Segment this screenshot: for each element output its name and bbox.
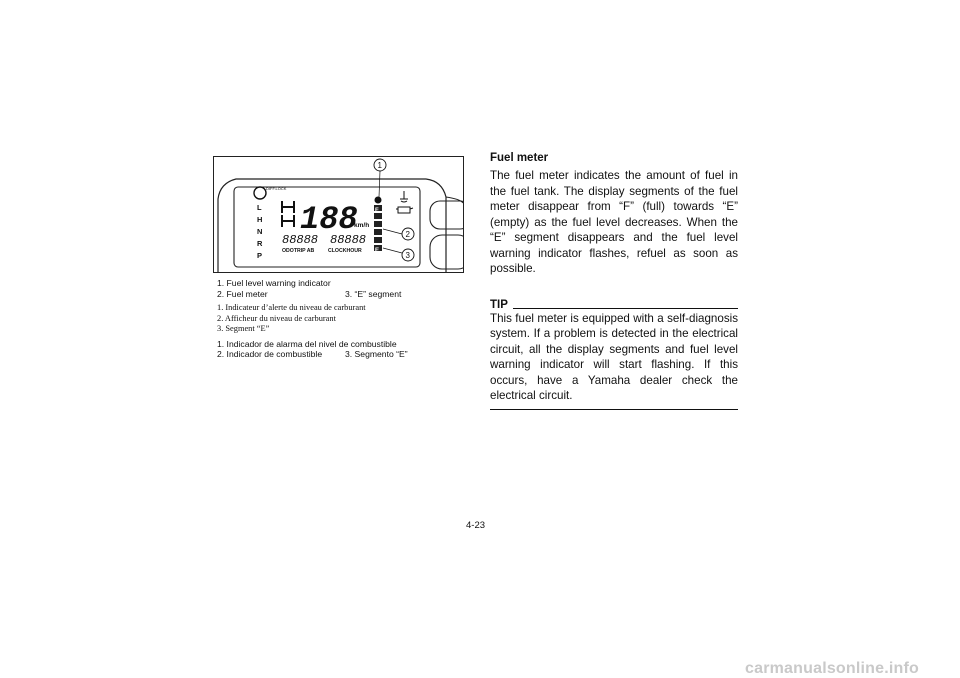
fuel-full-mark: F xyxy=(375,208,379,214)
meter-illustration xyxy=(213,156,464,273)
svg-text:1: 1 xyxy=(377,161,382,170)
clock-hour-label: CLOCKHOUR xyxy=(328,248,362,254)
odometer-digits: 88888 xyxy=(282,233,319,247)
meter-drawing xyxy=(214,157,463,272)
tip-label: TIP xyxy=(490,298,508,311)
gear-p: P xyxy=(257,251,263,260)
clock-digits: 88888 xyxy=(330,233,367,247)
odo-trip-label: ODOTRIP AB xyxy=(282,248,315,254)
gear-h: H xyxy=(257,215,263,224)
tip-body: This fuel meter is equipped with a self-diagnosis system. If a problem is detected in the electrical circuit, all the display segments and fuel level warning indicator will start flashing. If this occurs, have a Yamaha dealer check the electrical circuit. xyxy=(490,311,738,402)
svg-text:2: 2 xyxy=(405,230,410,239)
diff-lock-indicator-icon xyxy=(254,187,266,199)
gear-l: L xyxy=(257,203,262,212)
caption-es-3: 3. Segmento “E” xyxy=(345,349,408,359)
caption-en-2: 2. Fuel meter xyxy=(217,288,268,299)
caption-es-2: 2. Indicador de combustible xyxy=(217,349,323,359)
fuel-meter-section xyxy=(490,152,738,410)
caption-en-1: 1. Fuel level warning indicator xyxy=(217,278,331,288)
caption-fr-2: 2. Afficheur du niveau de carburant xyxy=(217,313,336,323)
caption-es-1: 1. Indicador de alarma del nivel de combustible xyxy=(217,338,397,349)
figure-captions xyxy=(217,278,462,360)
caption-fr-3: 3. Segment “E” xyxy=(217,324,270,333)
fuel-empty-mark: E xyxy=(375,248,380,254)
speed-unit: km/h xyxy=(354,222,370,229)
svg-text:3: 3 xyxy=(405,251,410,260)
fuel-warning-indicator-icon xyxy=(375,197,382,204)
tip-box xyxy=(490,299,738,410)
diff-lock-label: DIFF.LOCK xyxy=(266,186,287,191)
engine-trouble-icon xyxy=(396,207,413,213)
section-heading: Fuel meter xyxy=(490,152,549,164)
speed-digits: 188 xyxy=(300,201,358,238)
watermark: carmanualsonline.info xyxy=(745,660,920,677)
caption-fr-1: 1. Indicateur d’alerte du niveau de carburant xyxy=(217,303,366,312)
tip-end-rule xyxy=(490,409,738,410)
page-number: 4-23 xyxy=(466,520,486,531)
axle-icon xyxy=(282,201,294,227)
section-body: The fuel meter indicates the amount of fuel in the fuel tank. The display segments of the fuel meter disappear from “F” (full) towards “E” (empty) as the fuel level decreases. When the “E” segment disappears and the fuel level warning indicator flashes, refuel as soon as possible. xyxy=(490,169,738,275)
tip-rule xyxy=(513,308,738,309)
gear-r: R xyxy=(257,239,263,248)
caption-en-3: 3. “E” segment xyxy=(345,288,402,299)
coolant-temp-icon xyxy=(400,191,408,202)
gear-n: N xyxy=(257,227,263,236)
